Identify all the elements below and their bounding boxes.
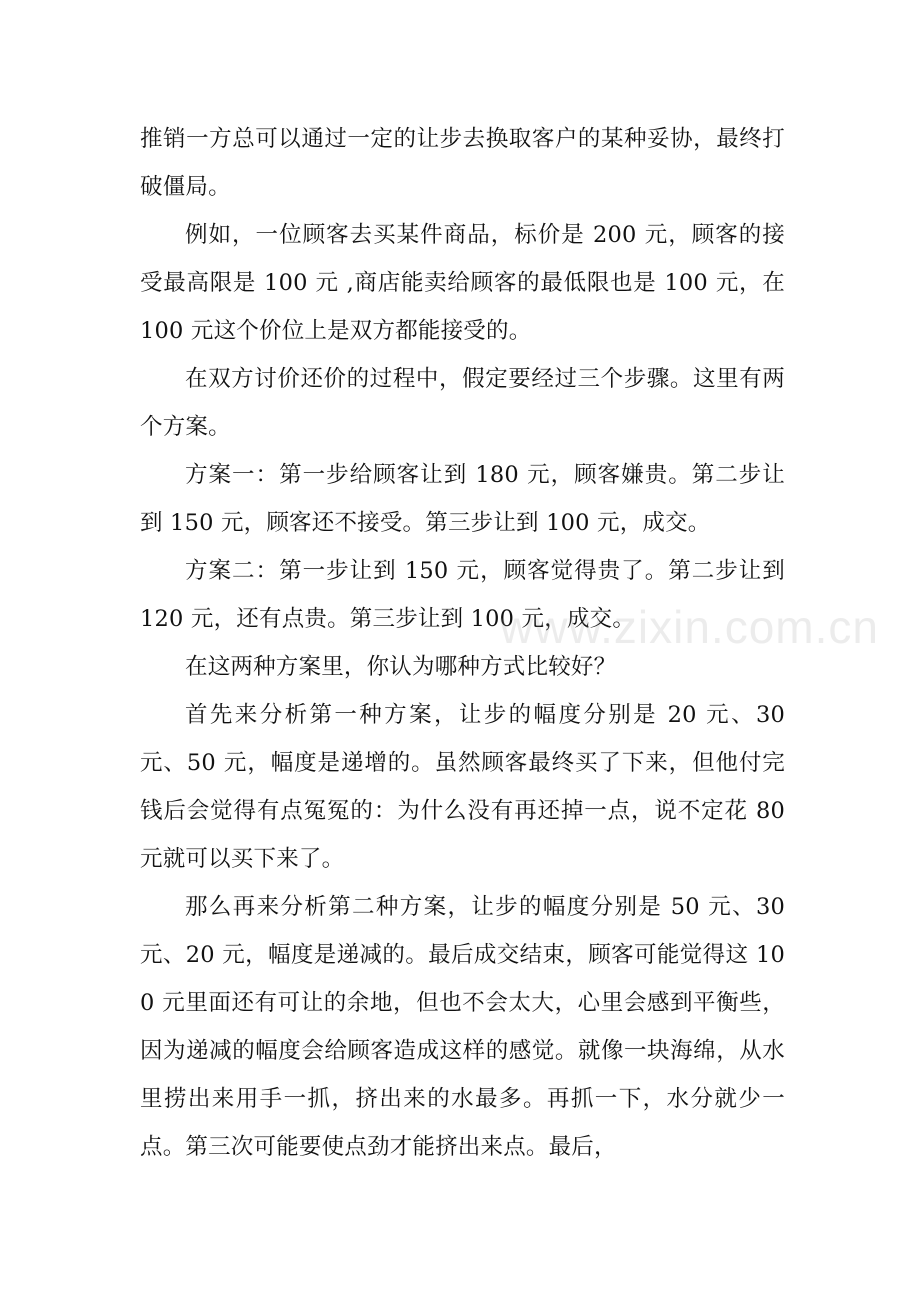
paragraph-example: 例如，一位顾客去买某件商品，标价是 200 元，顾客的接受最高限是 100 元 ,商店能卖给顾客的最低限也是 100 元，在 100 元这个价位上是双方都能接受的。 [140, 222, 785, 344]
paragraph-bargaining-steps: 在双方讨价还价的过程中，假定要经过三个步骤。这里有两个方案。 [140, 366, 785, 440]
paragraph-question: 在这两种方案里，你认为哪种方式比较好？ [185, 654, 617, 680]
watermark: www.zixin.com.cn [500, 601, 879, 653]
document-body [140, 115, 785, 1171]
paragraph-continuation: 推销一方总可以通过一定的让步去换取客户的某种妥协，最终打破僵局。 [140, 126, 785, 200]
paragraph-analysis-one: 首先来分析第一种方案，让步的幅度分别是 20 元、30 元、50 元，幅度是递增的。虽然顾客最终买了下来，但他付完钱后会觉得有点冤冤的：为什么没有再还掉一点，说不定花 80 元就可以买下来了。 [140, 702, 785, 872]
paragraph-plan-two: 方案二：第一步让到 150 元，顾客觉得贵了。第二步让到 120 元，还有点贵。第三步让到 100 元，成交。 [140, 558, 785, 632]
paragraph-plan-one: 方案一：第一步给顾客让到 180 元，顾客嫌贵。第二步让到 150 元，顾客还不接受。第三步让到 100 元，成交。 [140, 462, 785, 536]
paragraph-analysis-two: 那么再来分析第二种方案，让步的幅度分别是 50 元、30 元、20 元，幅度是递减的。最后成交结束，顾客可能觉得这 100 元里面还有可让的余地，但也不会太大，心里会感到平衡些，因为递减的幅度会给顾客造成这样的感觉。就像一块海绵，从水里捞出来用手一抓，挤出来的水最多。再抓一下，水分就少一点。第三次可能要使点劲才能挤出来点。最后， [140, 894, 785, 1160]
